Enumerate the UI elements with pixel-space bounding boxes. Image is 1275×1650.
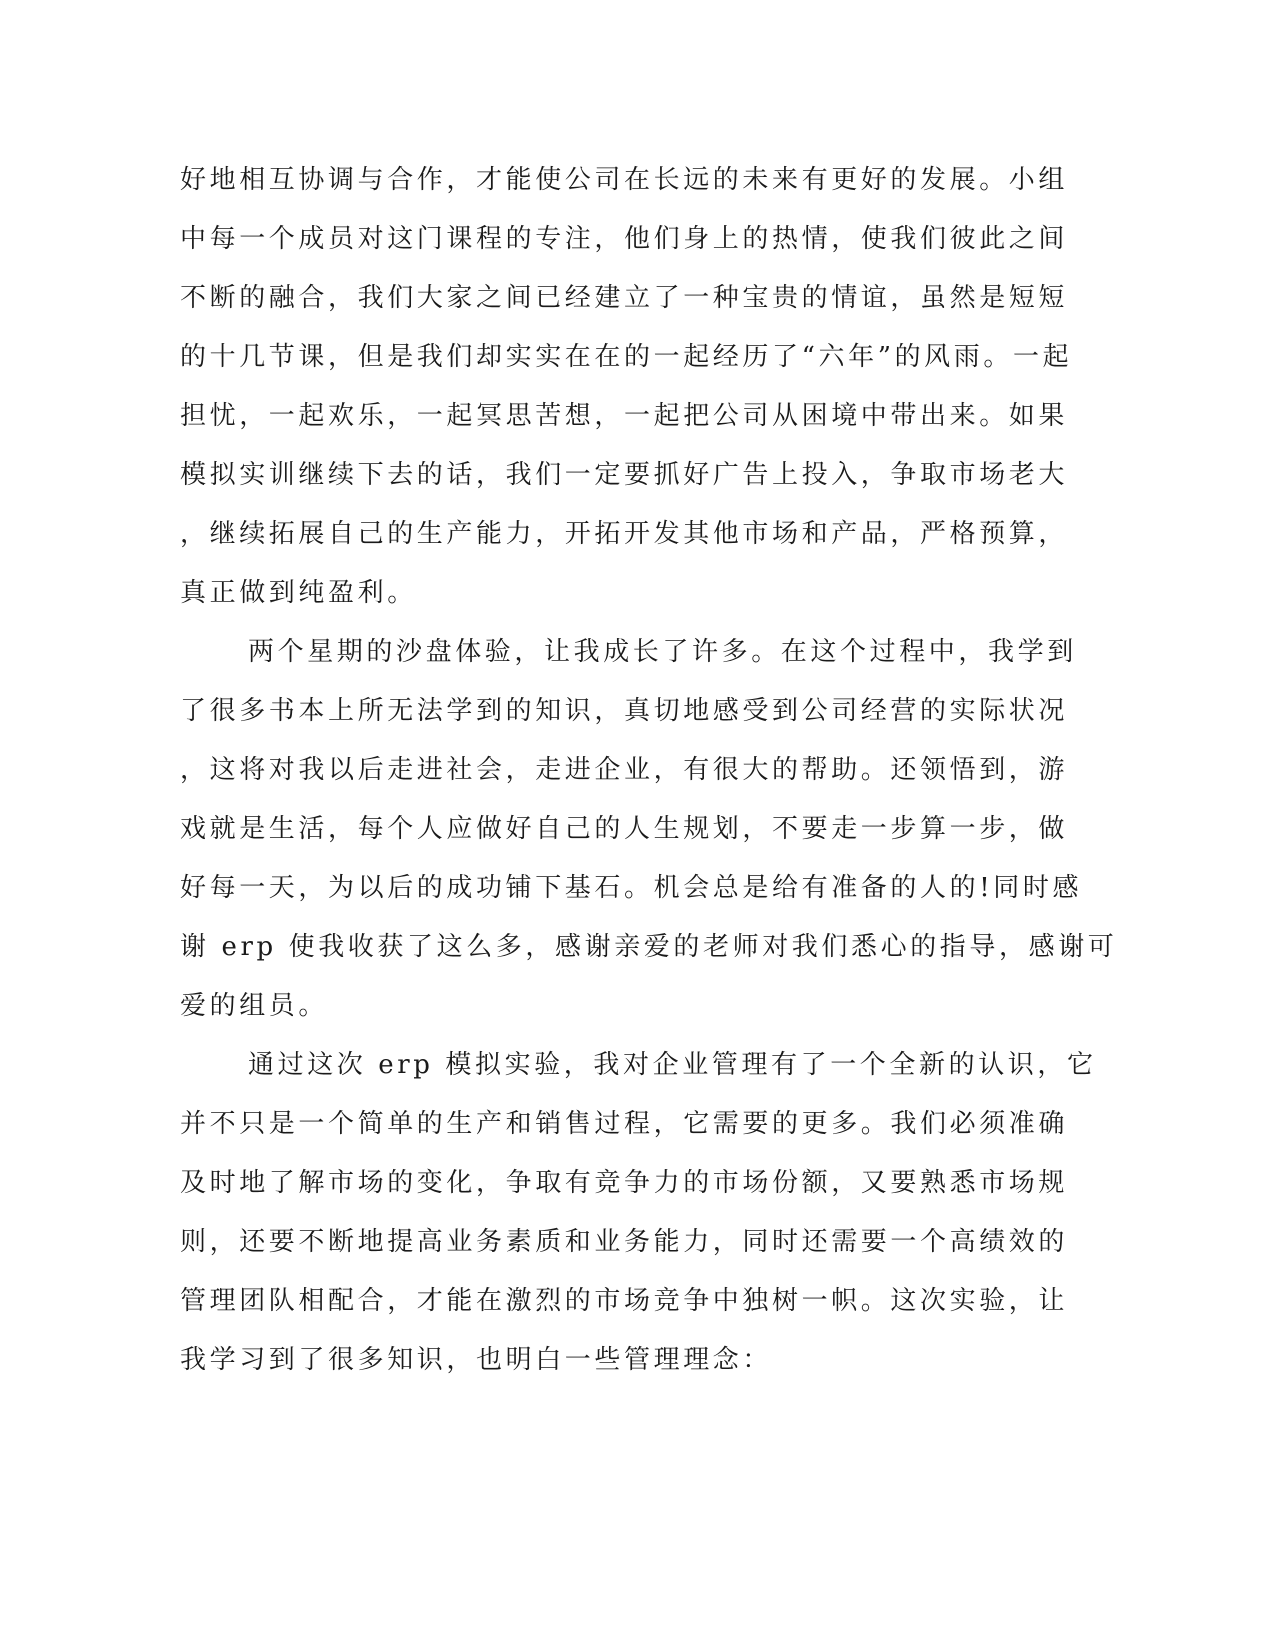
text-line: 担忧，一起欢乐，一起冥思苦想，一起把公司从困境中带出来。如果 [180, 401, 1069, 431]
text-line: 两个星期的沙盘体验，让我成长了许多。在这个过程中，我学到 [248, 637, 1077, 667]
text-line: 谢 erp 使我收获了这么多，感谢亲爱的老师对我们悉心的指导，感谢可 [180, 932, 1118, 962]
text-line: 不断的融合，我们大家之间已经建立了一种宝贵的情谊，虽然是短短 [180, 283, 1069, 313]
text-line: 爱的组员。 [180, 991, 329, 1021]
text-line: 真正做到纯盈利。 [180, 578, 417, 608]
text-line: 中每一个成员对这门课程的专注，他们身上的热情，使我们彼此之间 [180, 224, 1069, 254]
text-line: ，这将对我以后走进社会，走进企业，有很大的帮助。还领悟到，游 [180, 755, 1069, 785]
text-line: 通过这次 erp 模拟实验，我对企业管理有了一个全新的认识，它 [248, 1050, 1097, 1080]
text-line: 则，还要不断地提高业务素质和业务能力，同时还需要一个高绩效的 [180, 1227, 1069, 1257]
text-line: 了很多书本上所无法学到的知识，真切地感受到公司经营的实际状况 [180, 696, 1069, 726]
text-line: ，继续拓展自己的生产能力，开拓开发其他市场和产品，严格预算， [180, 519, 1069, 549]
text-line: 戏就是生活，每个人应做好自己的人生规划，不要走一步算一步，做 [180, 814, 1069, 844]
text-line: 好每一天，为以后的成功铺下基石。机会总是给有准备的人的!同时感 [180, 873, 1083, 903]
text-line: 的十几节课，但是我们却实实在在的一起经历了“六年”的风雨。一起 [180, 342, 1073, 372]
text-line: 管理团队相配合，才能在激烈的市场竞争中独树一帜。这次实验，让 [180, 1286, 1069, 1316]
text-line: 模拟实训继续下去的话，我们一定要抓好广告上投入，争取市场老大 [180, 460, 1069, 490]
text-line: 并不只是一个简单的生产和销售过程，它需要的更多。我们必须准确 [180, 1109, 1069, 1139]
text-line: 及时地了解市场的变化，争取有竞争力的市场份额，又要熟悉市场规 [180, 1168, 1069, 1198]
text-line: 我学习到了很多知识，也明白一些管理理念： [180, 1345, 773, 1375]
text-line: 好地相互协调与合作，才能使公司在长远的未来有更好的发展。小组 [180, 165, 1069, 195]
